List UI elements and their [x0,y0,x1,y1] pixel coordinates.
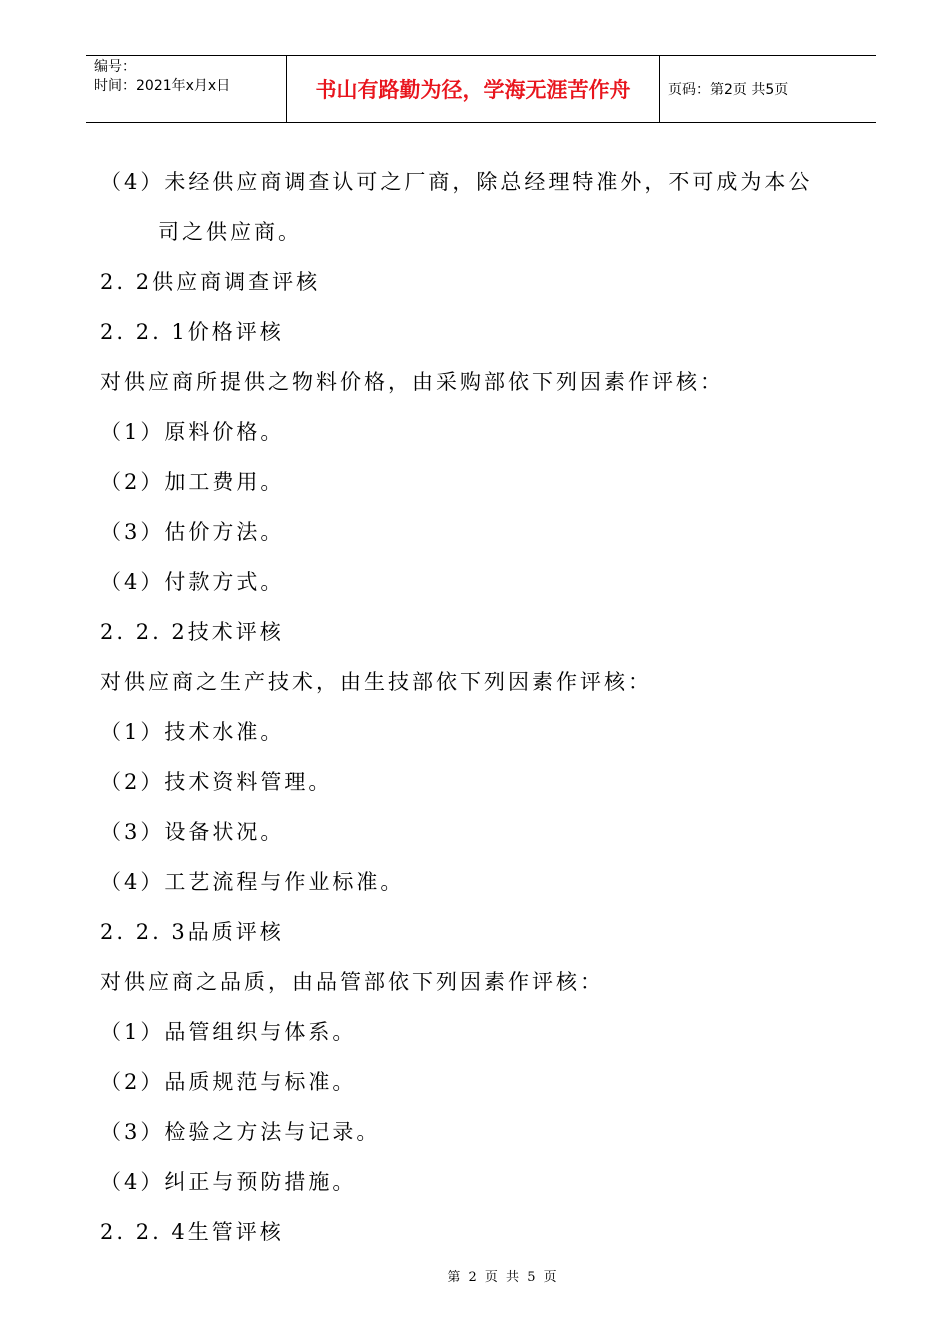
list-item: （1）品管组织与体系。 [100,1020,357,1044]
motto-text: 书山有路勤为径，学海无涯苦作舟 [315,78,631,102]
list-item: （2）技术资料管理。 [100,770,333,794]
page-label: 页码：第2页 共5页 [668,82,789,98]
list-item: （2）加工费用。 [100,470,285,494]
body-line: 对供应商所提供之物料价格，由采购部依下列因素作评核： [100,370,724,394]
header-motto-cell [287,56,660,122]
number-label: 编号： [94,59,136,75]
list-item: （3）设备状况。 [100,820,285,844]
header-meta-cell [86,56,287,122]
document-header [86,55,876,123]
page-footer [0,1266,950,1285]
body-line: 对供应商之生产技术，由生技部依下列因素作评核： [100,670,652,694]
time-label: 时间：2021年x月x日 [94,78,231,94]
section-heading: 2. 2供应商调查评核 [100,270,321,294]
body-line: （4）未经供应商调查认可之厂商，除总经理特准外，不可成为本公 [100,170,813,194]
list-item: （3）检验之方法与记录。 [100,1120,381,1144]
document-body [100,160,870,1260]
header-page-cell [660,56,876,122]
list-item: （1）技术水准。 [100,720,285,744]
body-line: 司之供应商。 [158,220,302,244]
body-line: 对供应商之品质，由品管部依下列因素作评核： [100,970,604,994]
subsection-heading: 2. 2. 2技术评核 [100,620,284,644]
subsection-heading: 2. 2. 4生管评核 [100,1220,284,1244]
footer-page-number: 第 2 页 共 5 页 [447,1270,559,1285]
subsection-heading: 2. 2. 1价格评核 [100,320,284,344]
subsection-heading: 2. 2. 3品质评核 [100,920,284,944]
list-item: （2）品质规范与标准。 [100,1070,357,1094]
list-item: （1）原料价格。 [100,420,285,444]
list-item: （4）工艺流程与作业标准。 [100,870,405,894]
list-item: （4）纠正与预防措施。 [100,1170,357,1194]
list-item: （3）估价方法。 [100,520,285,544]
list-item: （4）付款方式。 [100,570,285,594]
